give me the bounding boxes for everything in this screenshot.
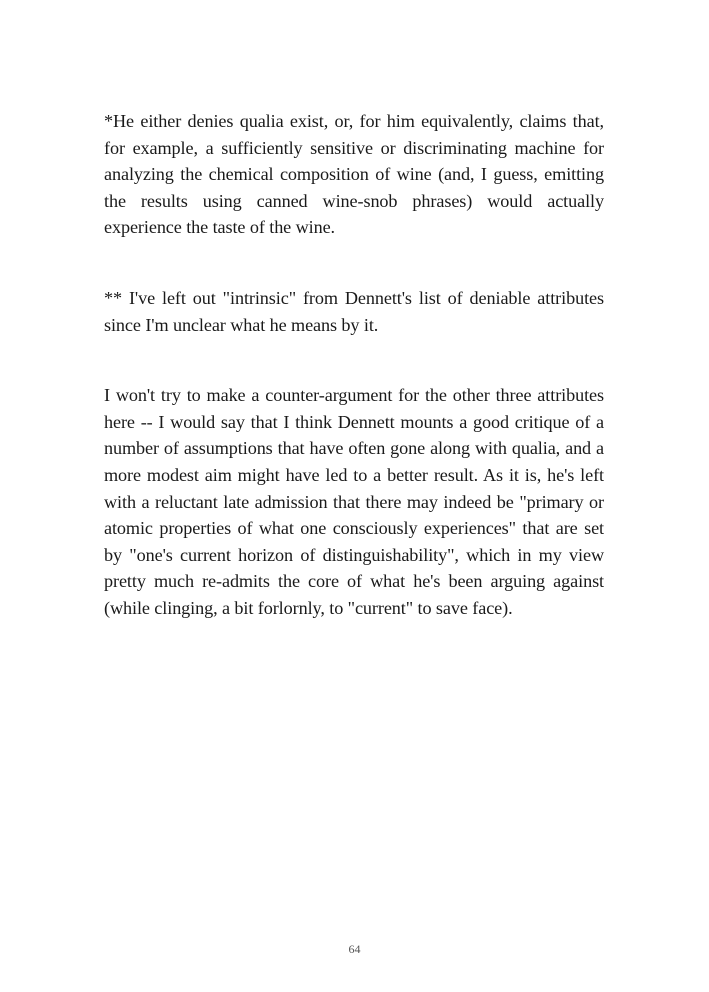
page-body [104,108,604,622]
body-paragraph-counter-argument: I won't try to make a counter-argument for the other three attributes here -- I would say that I think Dennett mounts a good critique of a number of assumptions that have often gone along with qualia, and a more modest aim might have led to a better result. As it is, he's left with a reluctant late admission that there may indeed be "primary or atomic properties of what one consciously experiences" that are set by "one's current horizon of distinguishability", which in my view pretty much re-admits the core of what he's been arguing against (while clinging, a bit forlornly, to "current" to save face). [104,385,604,618]
footnote-qualia-denial: *He either denies qualia exist, or, for him equivalently, claims that, for example, a sufficiently sensitive or discriminating machine for analyzing the chemical composition of wine (and, I guess, emitting the results using canned wine-snob phrases) would actually experience the taste of the wine. [104,111,604,238]
footnote-intrinsic: ** I've left out "intrinsic" from Dennett's list of deniable attributes since I'm unclear what he means by it. [104,287,604,335]
page-number: 64 [348,942,361,956]
